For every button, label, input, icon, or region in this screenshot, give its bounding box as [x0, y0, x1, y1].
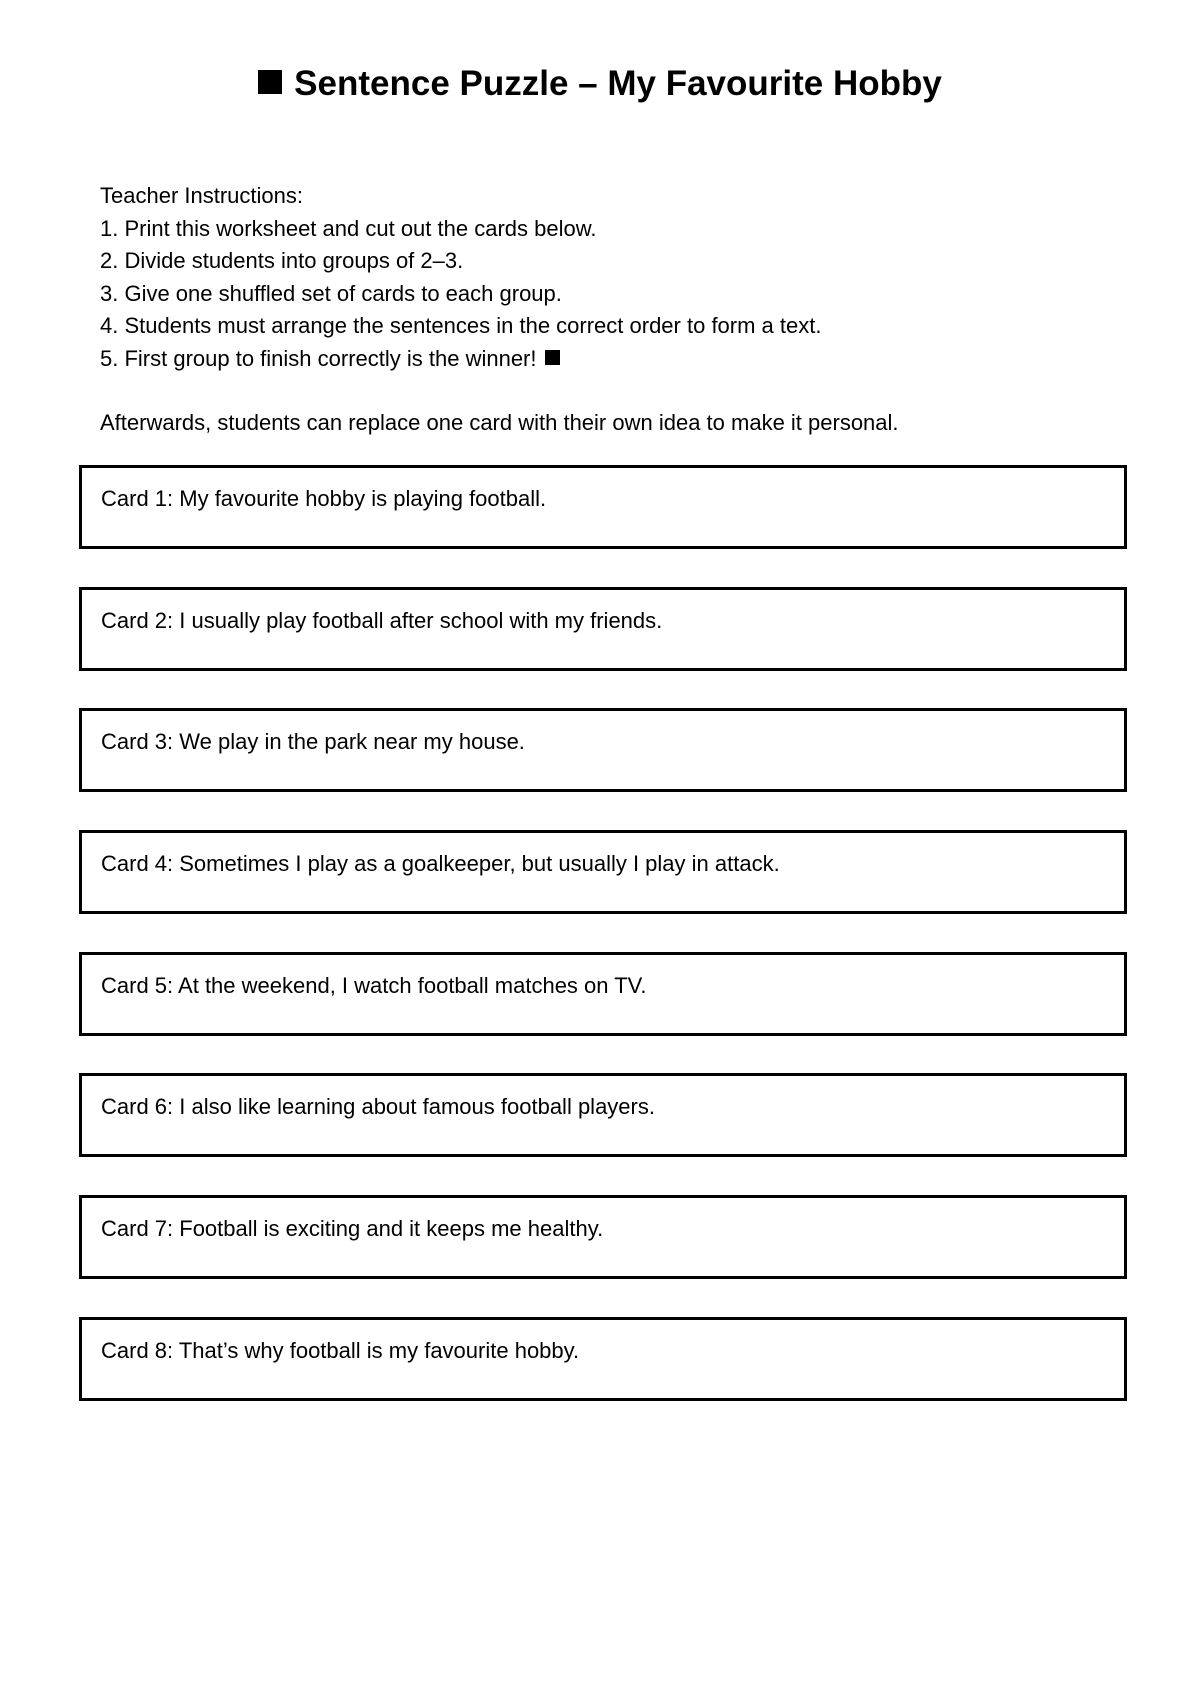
page-title	[0, 62, 1200, 106]
black-square-icon	[545, 350, 560, 365]
black-square-icon	[258, 70, 282, 94]
teacher-instructions	[100, 180, 1120, 440]
sentence-card: Card 4: Sometimes I play as a goalkeeper, but usually I play in attack.	[79, 830, 1127, 914]
sentence-card: Card 6: I also like learning about famous football players.	[79, 1073, 1127, 1157]
instruction-step: 3. Give one shuffled set of cards to each group.	[100, 280, 562, 306]
instruction-step: 2. Divide students into groups of 2–3.	[100, 248, 464, 273]
instruction-step: 1. Print this worksheet and cut out the cards below.	[100, 215, 597, 241]
instructions-heading: Teacher Instructions:	[100, 183, 303, 208]
page-title-text: Sentence Puzzle – My Favourite Hobby	[294, 64, 942, 103]
sentence-card: Card 2: I usually play football after school with my friends.	[79, 587, 1127, 671]
sentence-card: Card 5: At the weekend, I watch football matches on TV.	[79, 952, 1127, 1036]
card-list	[79, 465, 1127, 1439]
instruction-step: 4. Students must arrange the sentences in the correct order to form a text.	[100, 313, 822, 338]
sentence-card: Card 1: My favourite hobby is playing football.	[79, 465, 1127, 549]
instruction-step-last	[100, 343, 1120, 376]
instruction-step: 5. First group to finish correctly is the winner!	[100, 345, 537, 371]
sentence-card: Card 7: Football is exciting and it keeps me healthy.	[79, 1195, 1127, 1279]
afterwards-note: Afterwards, students can replace one card with their own idea to make it personal.	[100, 410, 899, 435]
sentence-card: Card 3: We play in the park near my house.	[79, 708, 1127, 792]
sentence-card: Card 8: That’s why football is my favourite hobby.	[79, 1317, 1127, 1401]
